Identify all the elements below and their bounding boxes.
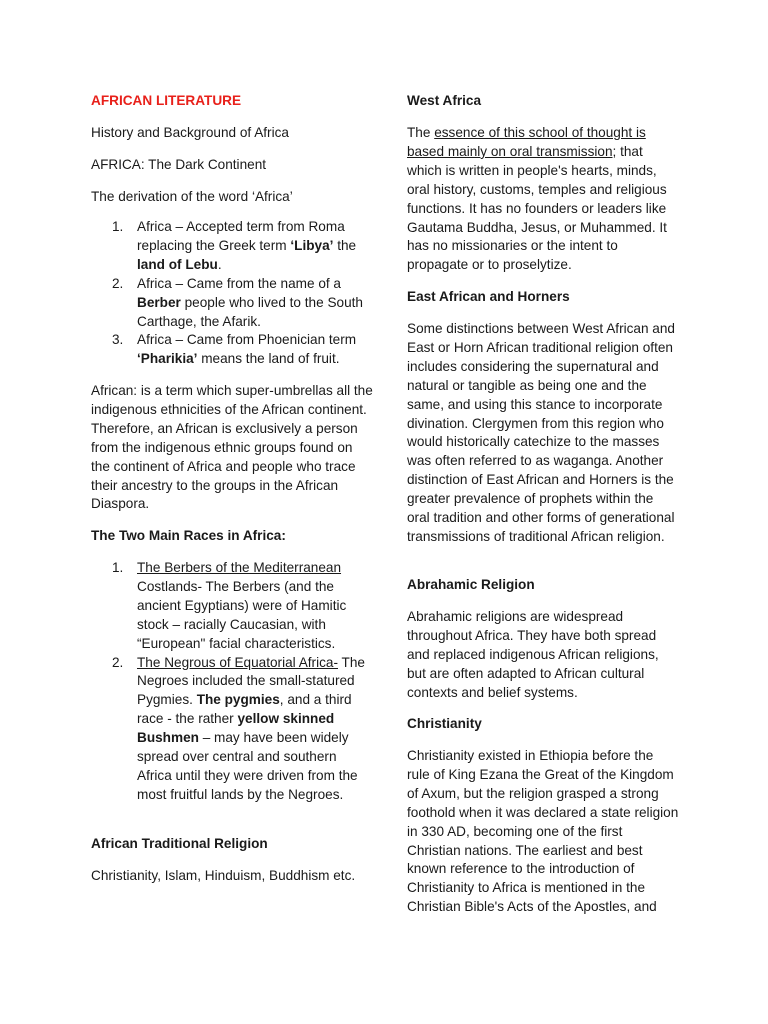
races-heading: The Two Main Races in Africa: xyxy=(91,528,286,543)
west-africa-text: The essence of this school of thought is based mainly on oral transmission; that which is written in people's hearts, minds, oral history, customs, temples and religious functions. It has no founders or leaders like Gautama Buddha, Jesus, or Muhammed. It has no missionaries or the intent to propagate or to proselytize. xyxy=(407,125,667,273)
list-item: 2. Africa – Came from the name of a Berber people who lived to the South Carthage, the Afarik. xyxy=(112,275,363,329)
subtitle: History and Background of Africa xyxy=(91,125,289,140)
document-title: AFRICAN LITERATURE xyxy=(91,93,242,108)
list-item: 1. The Berbers of the Mediterranean Costlands- The Berbers (and the ancient Egyptians) were of Hamitic stock – racially Caucasian, with “European" facial characteristics. xyxy=(112,560,347,651)
list-number: 3. xyxy=(112,332,124,348)
dark-continent-line: AFRICA: The Dark Continent xyxy=(91,157,267,172)
list-item: 3. Africa – Came from Phoenician term ‘Pharikia’ means the land of fruit. xyxy=(112,332,357,367)
derivation-line: The derivation of the word ‘Africa’ xyxy=(91,189,293,204)
traditional-religion-text: Christianity, Islam, Hinduism, Buddhism etc. xyxy=(91,868,356,883)
christianity-text: Christianity existed in Ethiopia before the rule of King Ezana the Great of the Kingdom of Axum, but the religion grasped a strong foothold when it was declared a state religion in 330 AD, becoming one of the first Christian nations. The earliest and best known reference to the introduction of Christianity to Africa is mentioned in the Christian Bible's Acts of the Apostles, and xyxy=(407,748,679,915)
list-number: 1. xyxy=(112,219,124,234)
list-number: 1. xyxy=(112,560,124,575)
races-list xyxy=(91,559,373,805)
east-africa-text: Some distinctions between West African and East or Horn African traditional religion often includes considering the supernatural and natural or tangible as being one and the same, and using this stance to incorporate divination. Clergymen from this region who would historically catechize to the masses was often referred to as waganga. Another distinction of East African and Horners is the greater prevalence of prophets within the oral tradition and other forms of generational transmissions of traditional African religion. xyxy=(407,321,675,544)
list-number: 2. xyxy=(112,654,124,670)
christianity-heading: Christianity xyxy=(407,716,482,731)
abrahamic-text: Abrahamic religions are widespread throughout Africa. They have both spread and replaced indigenous African religions, but are often adapted to African cultural contexts and belief systems. xyxy=(407,609,659,700)
list-item: 1. Africa – Accepted term from Roma replacing the Greek term ‘Libya’ the land of Lebu. xyxy=(112,219,357,272)
derivation-list xyxy=(91,218,373,369)
west-africa-heading: West Africa xyxy=(407,93,482,108)
list-number: 2. xyxy=(112,275,124,291)
list-item: 2. The Negrous of Equatorial Africa- The Negroes included the small-statured Pygmies. The pygmies, and a third race - the rather yellow skinned Bushmen – may have been widely spread over central and southern Africa until they were driven from the most fruitful lands by the Negroes. xyxy=(112,654,365,802)
traditional-religion-heading: African Traditional Religion xyxy=(91,836,268,851)
east-africa-heading: East African and Horners xyxy=(407,289,570,304)
african-definition: African: is a term which super-umbrellas all the indigenous ethnicities of the African continent. Therefore, an African is exclusively a person from the indigenous ethnic groups found on the continent of Africa and people who trace their ancestry to the groups in the African Diaspora. xyxy=(91,383,373,512)
abrahamic-heading: Abrahamic Religion xyxy=(407,577,535,592)
